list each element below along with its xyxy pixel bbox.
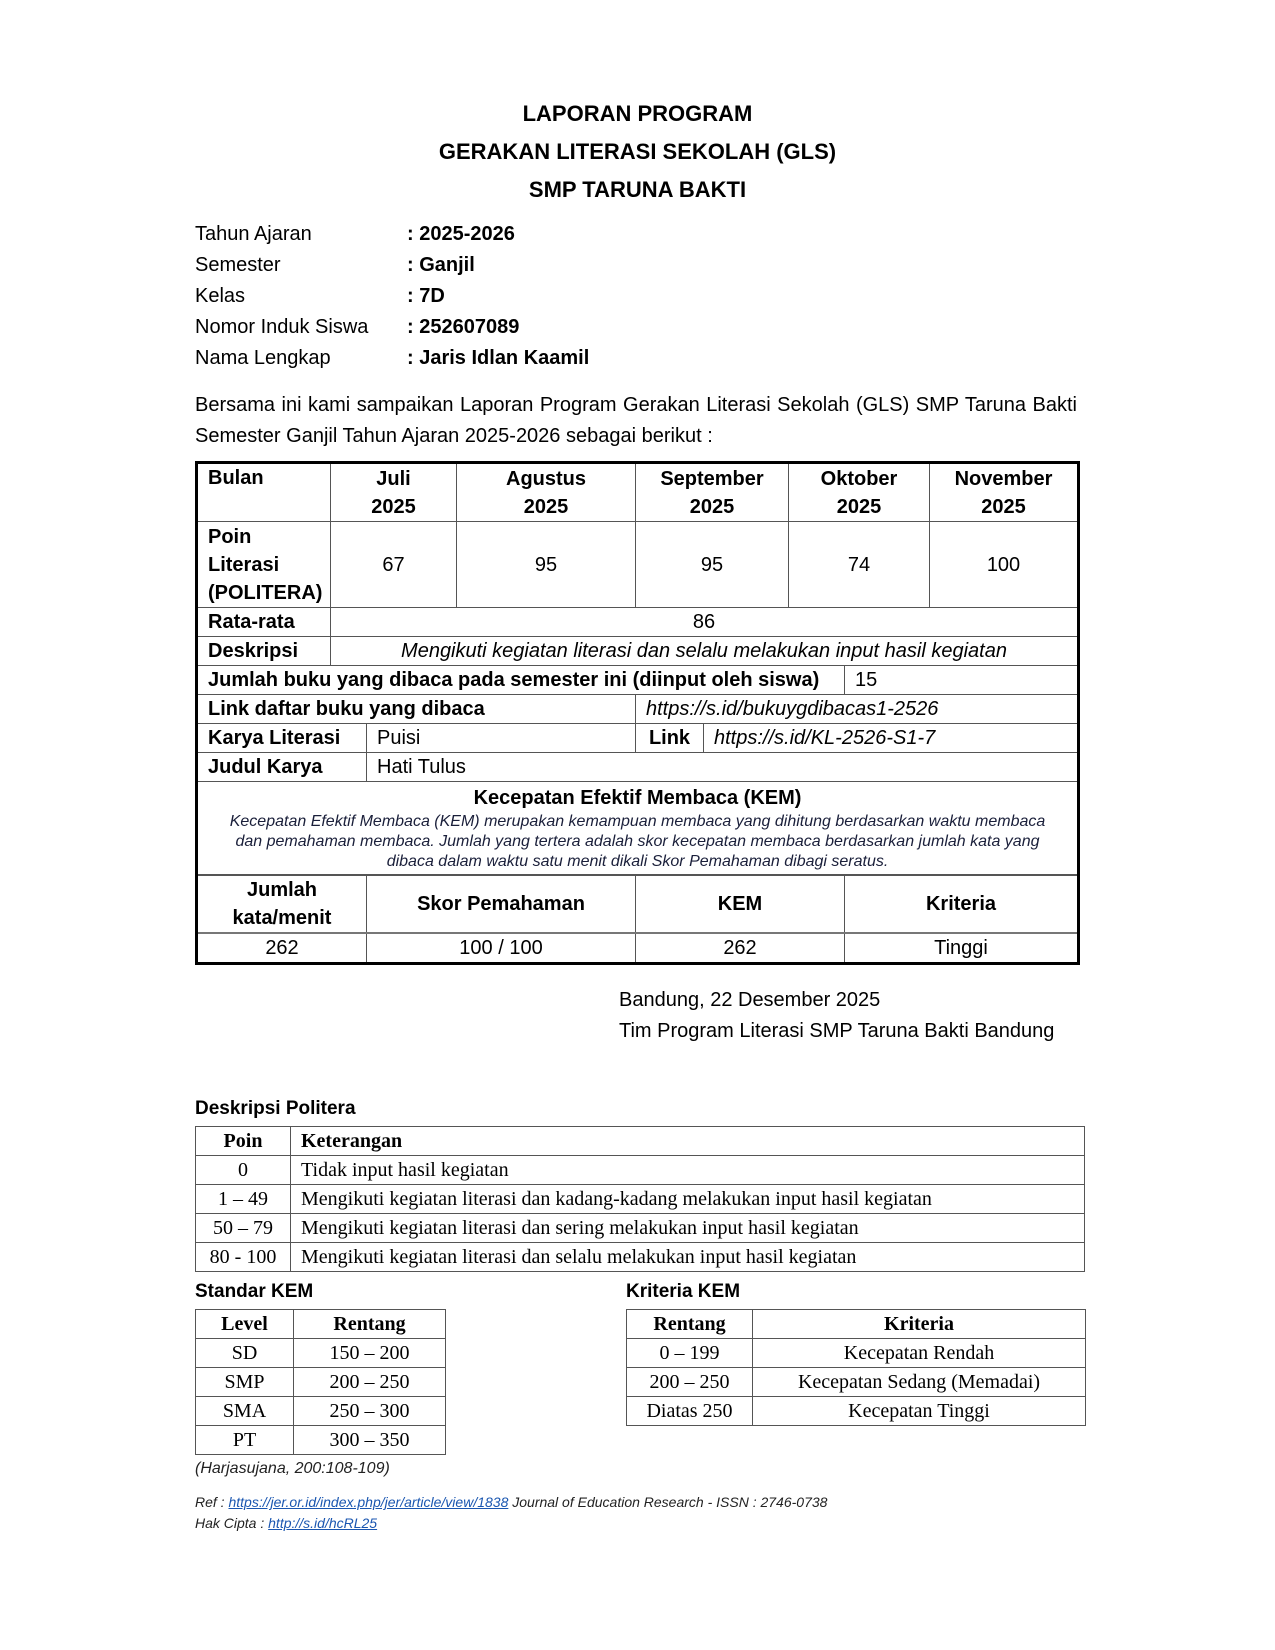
- kem-standard-range: 300 – 350: [294, 1426, 446, 1455]
- title-line-2: GERAKAN LITERASI SEKOLAH (GLS): [438, 139, 837, 164]
- kem-value-row: [197, 933, 1079, 964]
- literary-work-row: [197, 724, 1079, 753]
- kem-standard-level: SMA: [196, 1397, 294, 1426]
- points-value-oktober: 74: [789, 522, 930, 608]
- kem-description: Kecepatan Efektif Membaca (KEM) merupakan kemampuan membaca yang dihitung berdasarkan waktu membaca dan pemahaman membaca. Jumlah yang tertera adalah skor kecepatan membaca berdasarkan jumlah kata yang dibaca dalam waktu satu menit dikali Skor Pemahaman dibagi seratus.: [229, 813, 1046, 870]
- description-row: [197, 637, 1079, 666]
- politera-legend-header: [196, 1127, 1085, 1156]
- politera-description: Mengikuti kegiatan literasi dan selalu melakukan input hasil kegiatan: [291, 1243, 1085, 1272]
- info-value: : 7D: [407, 285, 445, 307]
- books-row: [197, 666, 1079, 695]
- footer-references: [195, 1492, 827, 1534]
- points-value-agustus: 95: [457, 522, 636, 608]
- politera-points: 0: [196, 1156, 291, 1185]
- info-row-academic-year: [195, 219, 589, 250]
- info-row-full-name: [195, 343, 589, 374]
- month-header-oktober: Oktober 2025: [789, 463, 930, 522]
- copyright-link[interactable]: http://s.id/hcRL25: [268, 1515, 378, 1531]
- info-row-student-id: [195, 312, 589, 343]
- politera-legend-title: Deskripsi Politera: [195, 1098, 356, 1119]
- kem-standard-range: 250 – 300: [294, 1397, 446, 1426]
- kem-criteria-label: Kecepatan Rendah: [753, 1339, 1086, 1368]
- reference-text: Journal of Education Research - ISSN : 2746-0738: [508, 1494, 828, 1510]
- politera-legend-row: [196, 1185, 1085, 1214]
- kem-criteria-header: [627, 1310, 1086, 1339]
- kem-standard-range: 200 – 250: [294, 1368, 446, 1397]
- politera-header-description: Keterangan: [291, 1127, 1085, 1156]
- reference-line: [195, 1492, 827, 1513]
- kem-criteria-row: [627, 1339, 1086, 1368]
- kem-criteria-header-range: Rentang: [627, 1310, 753, 1339]
- info-value: : 2025-2026: [407, 223, 515, 245]
- politera-legend-row: [196, 1156, 1085, 1185]
- politera-points: 1 – 49: [196, 1185, 291, 1214]
- info-value: : 252607089: [407, 316, 520, 338]
- kem-value-criteria: Tinggi: [845, 933, 1079, 964]
- info-value: : Ganjil: [407, 254, 475, 276]
- politera-points: 80 - 100: [196, 1243, 291, 1272]
- copyright-line: [195, 1513, 827, 1534]
- kem-value-comprehension: 100 / 100: [367, 933, 636, 964]
- books-label: Jumlah buku yang dibaca pada semester ini (diinput oleh siswa): [197, 666, 845, 695]
- kem-standard-header: [196, 1310, 446, 1339]
- kem-header-comprehension: Skor Pemahaman: [367, 875, 636, 933]
- kem-criteria-header-criteria: Kriteria: [753, 1310, 1086, 1339]
- work-title-row: [197, 753, 1079, 782]
- kem-criteria-label: Kecepatan Sedang (Memadai): [753, 1368, 1086, 1397]
- literary-work-link-label: Link: [636, 724, 704, 753]
- kem-standard-citation: (Harjasujana, 200:108-109): [195, 1460, 390, 1477]
- signature-block: [619, 985, 1054, 1047]
- info-row-semester: [195, 250, 589, 281]
- politera-header-points: Poin: [196, 1127, 291, 1156]
- kem-standard-level: SMP: [196, 1368, 294, 1397]
- kem-criteria-title: Kriteria KEM: [626, 1281, 741, 1302]
- literary-work-link[interactable]: https://s.id/KL-2526-S1-7: [704, 724, 1079, 753]
- points-value-november: 100: [930, 522, 1079, 608]
- average-label: Rata-rata: [197, 608, 331, 637]
- description-value: Mengikuti kegiatan literasi dan selalu melakukan input hasil kegiatan: [331, 637, 1079, 666]
- kem-header-words-per-minute: Jumlah kata/menit: [197, 875, 367, 933]
- politera-legend-row: [196, 1243, 1085, 1272]
- politera-legend-row: [196, 1214, 1085, 1243]
- literary-work-value: Puisi: [367, 724, 636, 753]
- info-row-class: [195, 281, 589, 312]
- title-line-3: SMP TARUNA BAKTI: [528, 177, 747, 202]
- kem-criteria-table: [626, 1309, 1086, 1426]
- month-header-juli: Juli 2025: [331, 463, 457, 522]
- kem-criteria-row: [627, 1397, 1086, 1426]
- work-title-label: Judul Karya: [197, 753, 367, 782]
- booklist-row: [197, 695, 1079, 724]
- signature-team: Tim Program Literasi SMP Taruna Bakti Bandung: [619, 1020, 1055, 1042]
- student-info: [195, 219, 589, 374]
- month-header-label: Bulan: [197, 463, 331, 522]
- politera-description: Tidak input hasil kegiatan: [291, 1156, 1085, 1185]
- document-title: [0, 95, 1275, 209]
- politera-legend-table: [195, 1126, 1085, 1272]
- points-label: Poin Literasi (POLITERA): [197, 522, 331, 608]
- kem-standard-header-level: Level: [196, 1310, 294, 1339]
- info-label: Kelas: [195, 285, 246, 307]
- kem-standard-range: 150 – 200: [294, 1339, 446, 1368]
- kem-standard-row: [196, 1339, 446, 1368]
- books-value: 15: [845, 666, 1079, 695]
- average-row: [197, 608, 1079, 637]
- info-value: : Jaris Idlan Kaamil: [407, 347, 590, 369]
- kem-standard-title: Standar KEM: [195, 1281, 314, 1302]
- kem-criteria-range: 200 – 250: [627, 1368, 753, 1397]
- month-header-agustus: Agustus 2025: [457, 463, 636, 522]
- points-row: [197, 522, 1079, 608]
- title-line-1: LAPORAN PROGRAM: [522, 101, 753, 126]
- kem-header-kem: KEM: [636, 875, 845, 933]
- kem-standard-level: SD: [196, 1339, 294, 1368]
- month-header-november: November 2025: [930, 463, 1079, 522]
- report-table: [195, 461, 1080, 965]
- copyright-label: Hak Cipta :: [195, 1515, 269, 1531]
- kem-standard-header-range: Rentang: [294, 1310, 446, 1339]
- kem-header-criteria: Kriteria: [845, 875, 1079, 933]
- intro-paragraph: Bersama ini kami sampaikan Laporan Program Gerakan Literasi Sekolah (GLS) SMP Taruna Bakti Semester Ganjil Tahun Ajaran 2025-2026 sebagai berikut :: [195, 394, 1077, 447]
- kem-section: [197, 782, 1079, 876]
- kem-header-row: [197, 875, 1079, 933]
- kem-standard-row: [196, 1397, 446, 1426]
- info-label: Tahun Ajaran: [195, 223, 312, 245]
- politera-points: 50 – 79: [196, 1214, 291, 1243]
- work-title-value: Hati Tulus: [367, 753, 1079, 782]
- signature-place-date: Bandung, 22 Desember 2025: [619, 989, 881, 1011]
- kem-standard-row: [196, 1368, 446, 1397]
- reference-label: Ref :: [195, 1494, 229, 1510]
- kem-criteria-row: [627, 1368, 1086, 1397]
- kem-criteria-range: 0 – 199: [627, 1339, 753, 1368]
- reference-link[interactable]: https://jer.or.id/index.php/jer/article/view/1838: [228, 1494, 509, 1510]
- kem-value-words-per-minute: 262: [197, 933, 367, 964]
- info-label: Semester: [195, 254, 281, 276]
- kem-standard-level: PT: [196, 1426, 294, 1455]
- literary-work-label: Karya Literasi: [197, 724, 367, 753]
- politera-description: Mengikuti kegiatan literasi dan kadang-kadang melakukan input hasil kegiatan: [291, 1185, 1085, 1214]
- kem-value-kem: 262: [636, 933, 845, 964]
- kem-section-row: [197, 782, 1079, 876]
- kem-title: Kecepatan Efektif Membaca (KEM): [473, 787, 802, 809]
- kem-criteria-range: Diatas 250: [627, 1397, 753, 1426]
- month-header-september: September 2025: [636, 463, 789, 522]
- info-label: Nama Lengkap: [195, 347, 331, 369]
- kem-criteria-label: Kecepatan Tinggi: [753, 1397, 1086, 1426]
- politera-description: Mengikuti kegiatan literasi dan sering melakukan input hasil kegiatan: [291, 1214, 1085, 1243]
- month-header-row: [197, 463, 1079, 522]
- average-value: 86: [331, 608, 1079, 637]
- points-value-juli: 67: [331, 522, 457, 608]
- points-value-september: 95: [636, 522, 789, 608]
- kem-standard-table: [195, 1309, 446, 1455]
- booklist-link[interactable]: https://s.id/bukuygdibacas1-2526: [636, 695, 1079, 724]
- description-label: Deskripsi: [197, 637, 331, 666]
- kem-standard-row: [196, 1426, 446, 1455]
- booklist-label: Link daftar buku yang dibaca: [197, 695, 636, 724]
- info-label: Nomor Induk Siswa: [195, 316, 369, 338]
